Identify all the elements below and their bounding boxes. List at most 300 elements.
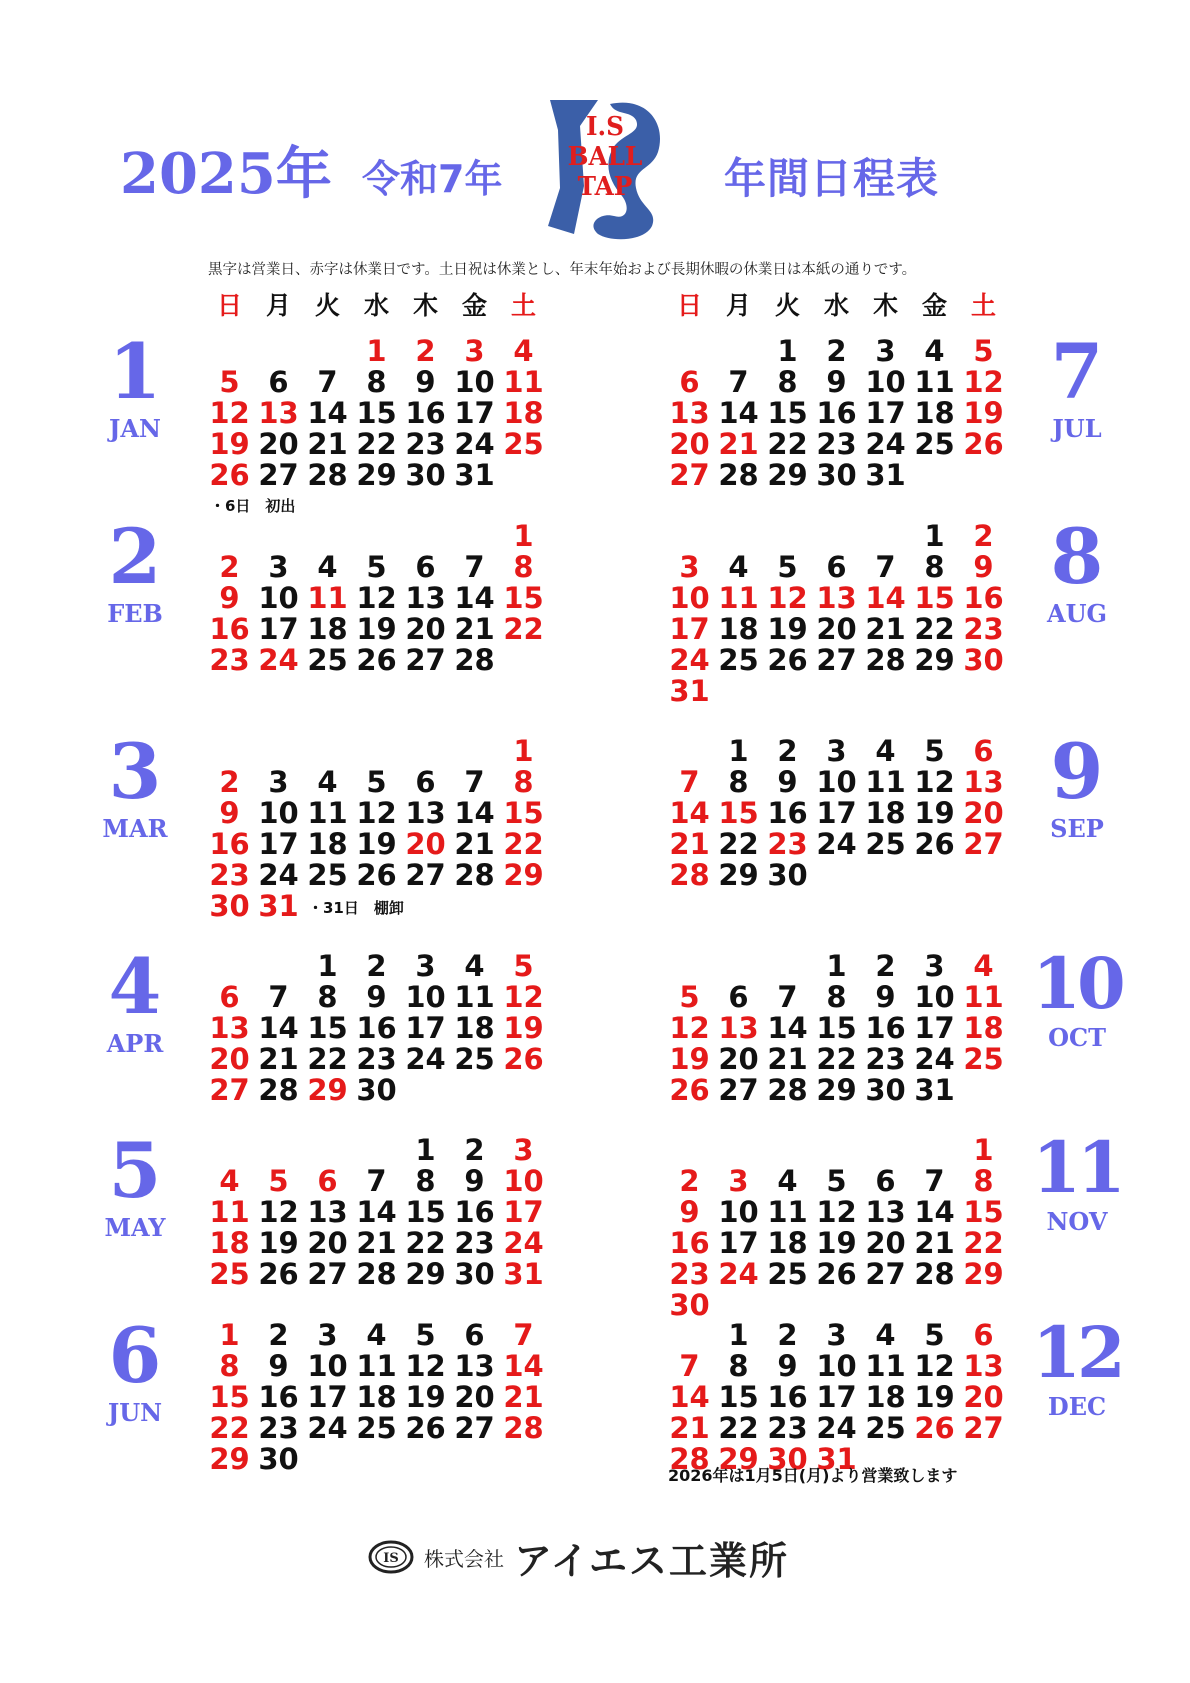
day-cell: 29 [718,858,759,892]
day-cell: 29 [405,1257,446,1291]
day-cell: 30 [258,1442,299,1476]
day-cell: 18 [307,827,348,861]
day-cell: 27 [307,1257,348,1291]
day-cell: 8 [826,980,847,1014]
day-cell: 2 [826,334,847,368]
day-cell: 23 [209,643,250,677]
day-cell: 27 [865,1257,906,1291]
day-cell: 30 [669,1288,710,1322]
day-cell: 14 [669,1380,710,1414]
day-cell: 15 [503,581,544,615]
day-cell: 3 [513,1133,534,1167]
day-cell: 22 [503,612,544,646]
day-cell: 9 [219,581,240,615]
day-cell: 14 [767,1011,808,1045]
day-cell: 24 [669,643,710,677]
day-cell: 28 [356,1257,397,1291]
day-cell: 7 [924,1164,945,1198]
day-cell: 9 [415,365,436,399]
day-cell: 16 [209,612,250,646]
day-cell: 22 [718,827,759,861]
day-cell: 27 [669,458,710,492]
day-cell: 21 [503,1380,544,1414]
day-cell: 6 [464,1318,485,1352]
day-cell: 3 [464,334,485,368]
day-cell: 15 [503,796,544,830]
day-cell: 13 [258,396,299,430]
day-cell: 15 [209,1380,250,1414]
day-cell: 26 [767,643,808,677]
weekday-label: 木 [872,291,898,320]
day-cell: 17 [503,1195,544,1229]
day-cell: 6 [728,980,749,1014]
day-cell: 6 [679,365,700,399]
day-cell: 6 [973,1318,994,1352]
day-cell: 12 [405,1349,446,1383]
day-cell: 16 [669,1226,710,1260]
day-cell: 6 [826,550,847,584]
day-cell: 22 [405,1226,446,1260]
day-cell: 21 [669,827,710,861]
day-cell: 23 [767,827,808,861]
month-number: 6 [108,1311,162,1400]
page-title: 年間日程表 [724,154,940,203]
day-cell: 25 [307,858,348,892]
day-cell: 17 [405,1011,446,1045]
day-cell: 18 [914,396,955,430]
day-cell: 5 [777,550,798,584]
day-cell: 17 [816,1380,857,1414]
day-cell: 13 [963,1349,1004,1383]
day-cell: 14 [258,1011,299,1045]
month-name: DEC [1047,1392,1107,1421]
month-label-dec [1012,1311,1142,1421]
day-cell: 20 [865,1226,906,1260]
day-cell: 19 [914,796,955,830]
day-cell: 18 [865,796,906,830]
day-cell: 4 [973,949,994,983]
weekday-label: 日 [676,291,702,320]
day-cell: 4 [924,334,945,368]
day-cell: 5 [219,365,240,399]
day-cell: 4 [317,550,338,584]
day-cell: 21 [865,612,906,646]
day-cell: 19 [405,1380,446,1414]
day-cell: 19 [356,827,397,861]
day-cell: 22 [767,427,808,461]
day-cell: 21 [914,1226,955,1260]
day-cell: 28 [258,1073,299,1107]
day-cell: 9 [826,365,847,399]
day-cell: 17 [718,1226,759,1260]
day-cell: 9 [973,550,994,584]
day-cell: 29 [307,1073,348,1107]
day-cell: 13 [865,1195,906,1229]
month-name: OCT [1048,1023,1106,1052]
day-cell: 14 [454,796,495,830]
day-cell: 1 [728,734,749,768]
day-cell: 11 [767,1195,808,1229]
day-cell: 15 [816,1011,857,1045]
day-cell: 12 [356,581,397,615]
day-cell: 26 [356,858,397,892]
day-cell: 2 [875,949,896,983]
day-cell: 27 [454,1411,495,1445]
month-name: AUG [1046,599,1108,628]
month-label-nov [1012,1126,1142,1236]
day-cell: 19 [669,1042,710,1076]
day-cell: 29 [209,1442,250,1476]
day-cell: 18 [209,1226,250,1260]
day-cell: 3 [826,1318,847,1352]
day-cell: 30 [865,1073,906,1107]
weekday-label: 金 [921,291,947,320]
month-memo: ・31日 棚卸 [308,899,404,917]
day-cell: 31 [865,458,906,492]
day-cell: 14 [503,1349,544,1383]
day-cell: 17 [816,796,857,830]
weekday-label: 日 [216,291,242,320]
day-cell: 6 [219,980,240,1014]
day-cell: 2 [415,334,436,368]
logo-line-3: TAP [577,172,633,202]
day-cell: 13 [718,1011,759,1045]
day-cell: 30 [356,1073,397,1107]
day-cell: 1 [924,519,945,553]
day-cell: 4 [777,1164,798,1198]
weekday-label: 火 [314,291,340,320]
day-cell: 16 [258,1380,299,1414]
day-cell: 10 [718,1195,759,1229]
day-cell: 22 [356,427,397,461]
day-cell: 7 [464,550,485,584]
day-cell: 27 [963,827,1004,861]
day-cell: 21 [356,1226,397,1260]
day-cell: 31 [258,889,299,923]
day-cell: 5 [924,734,945,768]
day-cell: 6 [973,734,994,768]
day-cell: 6 [415,550,436,584]
day-cell: 21 [767,1042,808,1076]
day-cell: 20 [209,1042,250,1076]
day-cell: 19 [767,612,808,646]
day-cell: 25 [865,827,906,861]
day-cell: 5 [366,765,387,799]
day-cell: 7 [728,365,749,399]
day-cell: 24 [718,1257,759,1291]
day-cell: 12 [914,1349,955,1383]
day-cell: 29 [963,1257,1004,1291]
day-cell: 16 [767,1380,808,1414]
day-cell: 1 [777,334,798,368]
day-cell: 22 [503,827,544,861]
day-cell: 1 [219,1318,240,1352]
day-cell: 3 [679,550,700,584]
day-cell: 22 [914,612,955,646]
day-cell: 24 [503,1226,544,1260]
day-cell: 14 [669,796,710,830]
day-cell: 13 [454,1349,495,1383]
day-cell: 19 [258,1226,299,1260]
day-cell: 3 [728,1164,749,1198]
day-cell: 7 [679,765,700,799]
company-prefix: 株式会社 [424,1546,504,1571]
day-cell: 12 [767,581,808,615]
day-cell: 17 [669,612,710,646]
day-cell: 12 [356,796,397,830]
day-cell: 27 [405,858,446,892]
day-cell: 12 [258,1195,299,1229]
day-cell: 15 [405,1195,446,1229]
day-cell: 1 [513,519,534,553]
day-cell: 26 [669,1073,710,1107]
day-cell: 14 [914,1195,955,1229]
day-cell: 10 [258,796,299,830]
day-cell: 25 [914,427,955,461]
day-cell: 16 [816,396,857,430]
day-cell: 4 [366,1318,387,1352]
day-cell: 28 [454,643,495,677]
day-cell: 26 [914,827,955,861]
day-cell: 16 [865,1011,906,1045]
day-cell: 11 [307,796,348,830]
day-cell: 26 [356,643,397,677]
day-cell: 18 [767,1226,808,1260]
day-cell: 27 [816,643,857,677]
day-cell: 30 [963,643,1004,677]
day-cell: 9 [875,980,896,1014]
day-cell: 11 [307,581,348,615]
day-cell: 8 [924,550,945,584]
day-cell: 9 [366,980,387,1014]
day-cell: 22 [307,1042,348,1076]
month-number: 9 [1050,727,1104,816]
day-cell: 1 [728,1318,749,1352]
month-number: 2 [108,512,162,601]
day-cell: 24 [816,827,857,861]
day-cell: 11 [914,365,955,399]
day-cell: 28 [914,1257,955,1291]
month-label-jul [1012,327,1142,443]
month-label-feb [70,512,200,628]
company-signature [368,1532,789,1582]
day-cell: 1 [366,334,387,368]
day-cell: 1 [973,1133,994,1167]
day-cell: 4 [513,334,534,368]
day-cell: 12 [963,365,1004,399]
day-cell: 13 [405,581,446,615]
day-cell: 8 [366,365,387,399]
day-cell: 25 [454,1042,495,1076]
day-cell: 2 [219,765,240,799]
day-cell: 6 [317,1164,338,1198]
day-cell: 13 [963,765,1004,799]
day-cell: 24 [865,427,906,461]
day-cell: 10 [307,1349,348,1383]
brand-logo [540,96,670,242]
day-cell: 18 [963,1011,1004,1045]
day-cell: 25 [356,1411,397,1445]
day-cell: 11 [963,980,1004,1014]
day-cell: 26 [963,427,1004,461]
day-cell: 8 [777,365,798,399]
day-cell: 10 [405,980,446,1014]
day-cell: 10 [258,581,299,615]
day-cell: 4 [875,1318,896,1352]
day-cell: 6 [415,765,436,799]
day-cell: 1 [415,1133,436,1167]
day-cell: 17 [454,396,495,430]
month-memo: ・6日 初出 [210,497,296,515]
company-logo-icon [368,1540,414,1574]
day-cell: 20 [669,427,710,461]
day-cell: 23 [454,1226,495,1260]
month-number: 10 [1032,942,1122,1025]
day-cell: 25 [963,1042,1004,1076]
day-cell: 9 [268,1349,289,1383]
next-year-note: 2026年は1月5日(月)より営業致します [668,1466,958,1485]
day-cell: 15 [718,796,759,830]
day-cell: 31 [914,1073,955,1107]
day-cell: 12 [209,396,250,430]
day-cell: 31 [816,1442,857,1476]
day-cell: 11 [356,1349,397,1383]
day-cell: 30 [816,458,857,492]
logo-line-1: I.S [586,112,624,142]
day-cell: 7 [513,1318,534,1352]
day-cell: 16 [405,396,446,430]
day-cell: 31 [503,1257,544,1291]
day-cell: 15 [767,396,808,430]
day-cell: 20 [405,827,446,861]
day-cell: 4 [875,734,896,768]
day-cell: 18 [356,1380,397,1414]
month-label-oct [1012,942,1142,1052]
day-cell: 24 [258,858,299,892]
weekday-label: 土 [970,291,996,320]
day-cell: 28 [454,858,495,892]
month-number: 11 [1032,1126,1122,1209]
month-name: MAR [102,814,168,843]
day-cell: 20 [405,612,446,646]
month-number: 1 [108,327,162,416]
month-label-may [70,1126,200,1242]
day-cell: 13 [669,396,710,430]
day-cell: 16 [963,581,1004,615]
day-cell: 10 [454,365,495,399]
day-cell: 17 [307,1380,348,1414]
day-cell: 14 [307,396,348,430]
day-cell: 8 [973,1164,994,1198]
day-cell: 3 [924,949,945,983]
day-cell: 13 [307,1195,348,1229]
month-name: MAY [104,1213,166,1242]
day-cell: 19 [963,396,1004,430]
day-cell: 12 [503,980,544,1014]
day-cell: 27 [963,1411,1004,1445]
day-cell: 23 [405,427,446,461]
day-cell: 12 [816,1195,857,1229]
day-cell: 5 [973,334,994,368]
weekday-label: 月 [725,291,751,320]
day-cell: 28 [307,458,348,492]
day-cell: 27 [718,1073,759,1107]
day-cell: 21 [454,827,495,861]
day-cell: 1 [317,949,338,983]
day-cell: 27 [258,458,299,492]
month-label-mar [70,727,200,843]
month-name: NOV [1046,1207,1108,1236]
day-cell: 30 [454,1257,495,1291]
month-number: 8 [1050,512,1104,601]
day-cell: 23 [356,1042,397,1076]
day-cell: 19 [816,1226,857,1260]
weekday-label: 水 [823,291,849,320]
day-cell: 19 [914,1380,955,1414]
month-name: FEB [107,599,163,628]
day-cell: 2 [268,1318,289,1352]
day-cell: 5 [826,1164,847,1198]
day-cell: 19 [503,1011,544,1045]
day-cell: 22 [718,1411,759,1445]
day-cell: 20 [454,1380,495,1414]
day-cell: 1 [513,734,534,768]
day-cell: 23 [816,427,857,461]
day-cell: 22 [209,1411,250,1445]
day-cell: 6 [268,365,289,399]
day-cell: 20 [816,612,857,646]
day-cell: 14 [356,1195,397,1229]
day-cell: 18 [503,396,544,430]
day-cell: 21 [669,1411,710,1445]
day-cell: 26 [914,1411,955,1445]
day-cell: 19 [356,612,397,646]
day-cell: 5 [513,949,534,983]
day-cell: 11 [209,1195,250,1229]
day-cell: 30 [767,1442,808,1476]
day-cell: 5 [366,550,387,584]
day-cell: 13 [816,581,857,615]
month-label-apr [70,942,200,1058]
day-cell: 21 [258,1042,299,1076]
day-cell: 10 [816,765,857,799]
day-cell: 29 [356,458,397,492]
day-cell: 4 [317,765,338,799]
day-cell: 8 [415,1164,436,1198]
day-cell: 8 [317,980,338,1014]
month-name: JUL [1052,414,1102,443]
day-cell: 17 [865,396,906,430]
day-cell: 16 [454,1195,495,1229]
day-cell: 9 [219,796,240,830]
month-name: SEP [1050,814,1104,843]
day-cell: 11 [503,365,544,399]
weekday-label: 火 [774,291,800,320]
day-cell: 5 [415,1318,436,1352]
day-cell: 10 [914,980,955,1014]
day-cell: 5 [679,980,700,1014]
day-cell: 29 [816,1073,857,1107]
day-cell: 8 [513,765,534,799]
day-cell: 23 [209,858,250,892]
day-cell: 4 [464,949,485,983]
day-cell: 2 [777,1318,798,1352]
day-cell: 21 [307,427,348,461]
month-label-jan [70,327,200,443]
day-cell: 26 [258,1257,299,1291]
day-cell: 29 [503,858,544,892]
day-cell: 10 [865,365,906,399]
